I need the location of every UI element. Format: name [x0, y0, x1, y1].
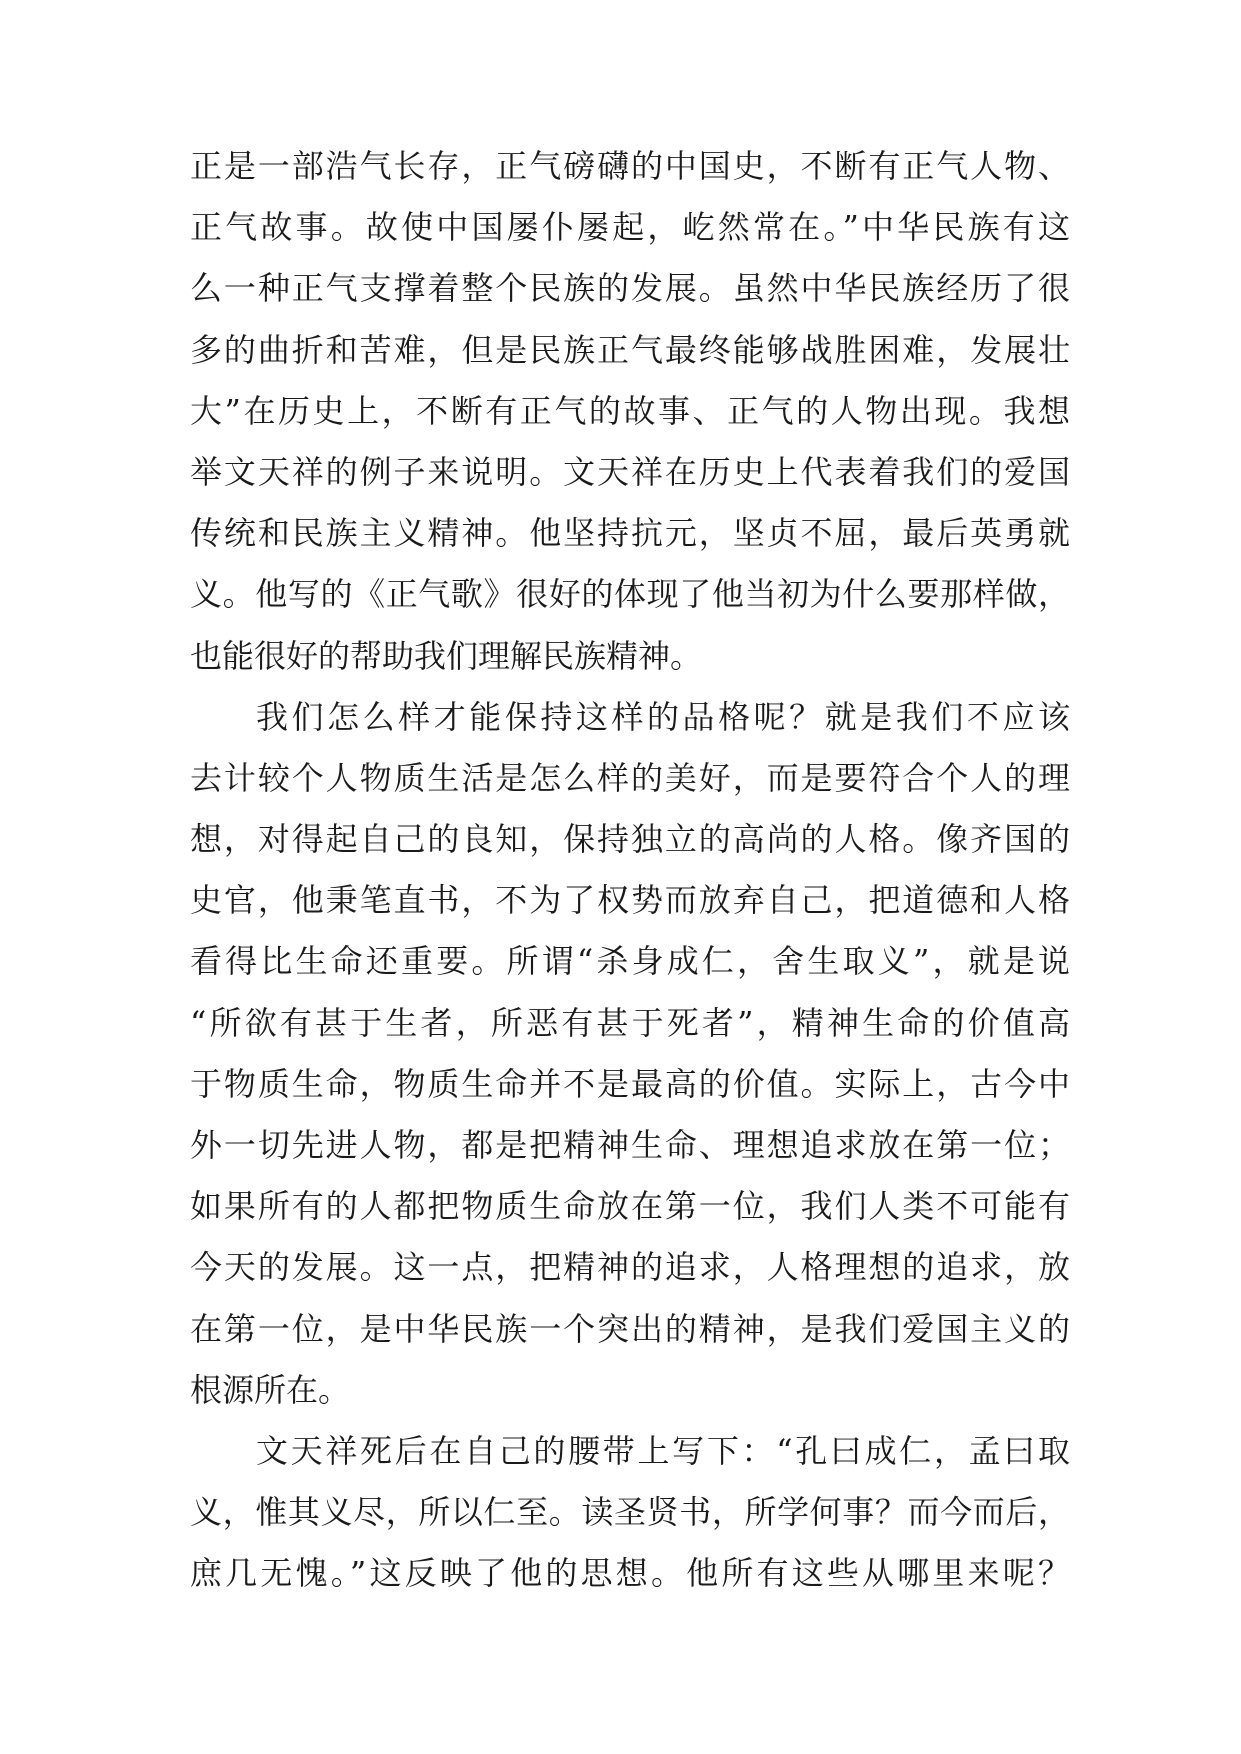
text-line: 义，惟其义尽，所以仁至。读圣贤书，所学何事？而今而后，	[190, 1493, 1070, 1532]
text-line: 史官，他秉笔直书，不为了权势而放弃自己，把道德和人格	[190, 881, 1070, 920]
text-line: 我们怎么样才能保持这样的品格呢？就是我们不应该	[256, 697, 1070, 736]
text-line: 大”在历史上，不断有正气的故事、正气的人物出现。我想	[190, 391, 1070, 430]
text-line: 想，对得起自己的良知，保持独立的高尚的人格。像齐国的	[190, 820, 1070, 859]
text-line: 今天的发展。这一点，把精神的追求，人格理想的追求，放	[190, 1248, 1070, 1287]
text-line: 根源所在。	[190, 1370, 351, 1409]
text-line: 也能很好的帮助我们理解民族精神。	[190, 636, 703, 675]
text-line: 庶几无愧。”这反映了他的思想。他所有这些从哪里来呢？	[190, 1554, 1070, 1593]
text-line: 义。他写的《正气歌》很好的体现了他当初为什么要那样做，	[190, 575, 1070, 614]
text-line: 正气故事。故使中国屡仆屡起，屹然常在。”中华民族有这	[190, 208, 1070, 247]
text-line: 于物质生命，物质生命并不是最高的价值。实际上，古今中	[190, 1064, 1070, 1103]
text-line: 看得比生命还重要。所谓“杀身成仁，舍生取义”，就是说	[190, 942, 1070, 981]
text-line: 外一切先进人物，都是把精神生命、理想追求放在第一位；	[190, 1126, 1070, 1164]
text-line: 多的曲折和苦难，但是民族正气最终能够战胜困难，发展壮	[190, 330, 1070, 369]
text-line: 传统和民族主义精神。他坚持抗元，坚贞不屈，最后英勇就	[190, 514, 1070, 553]
paragraph-3	[190, 1421, 1070, 1605]
paragraph-1	[190, 136, 1070, 687]
text-line: “所欲有甚于生者，所恶有甚于死者”，精神生命的价值高	[190, 1003, 1070, 1042]
text-line: 如果所有的人都把物质生命放在第一位，我们人类不可能有	[190, 1187, 1070, 1226]
text-line: 在第一位，是中华民族一个突出的精神，是我们爱国主义的	[190, 1309, 1070, 1348]
text-line: 正是一部浩气长存，正气磅礴的中国史，不断有正气人物、	[190, 147, 1070, 185]
paragraph-2	[190, 687, 1070, 1421]
text-line: 去计较个人物质生活是怎么样的美好，而是要符合个人的理	[190, 758, 1070, 797]
text-line: 举文天祥的例子来说明。文天祥在历史上代表着我们的爱国	[190, 452, 1070, 491]
text-line: 么一种正气支撑着整个民族的发展。虽然中华民族经历了很	[190, 269, 1070, 308]
text-line: 文天祥死后在自己的腰带上写下：“孔曰成仁，孟曰取	[256, 1431, 1070, 1470]
document-body	[190, 136, 1070, 1605]
